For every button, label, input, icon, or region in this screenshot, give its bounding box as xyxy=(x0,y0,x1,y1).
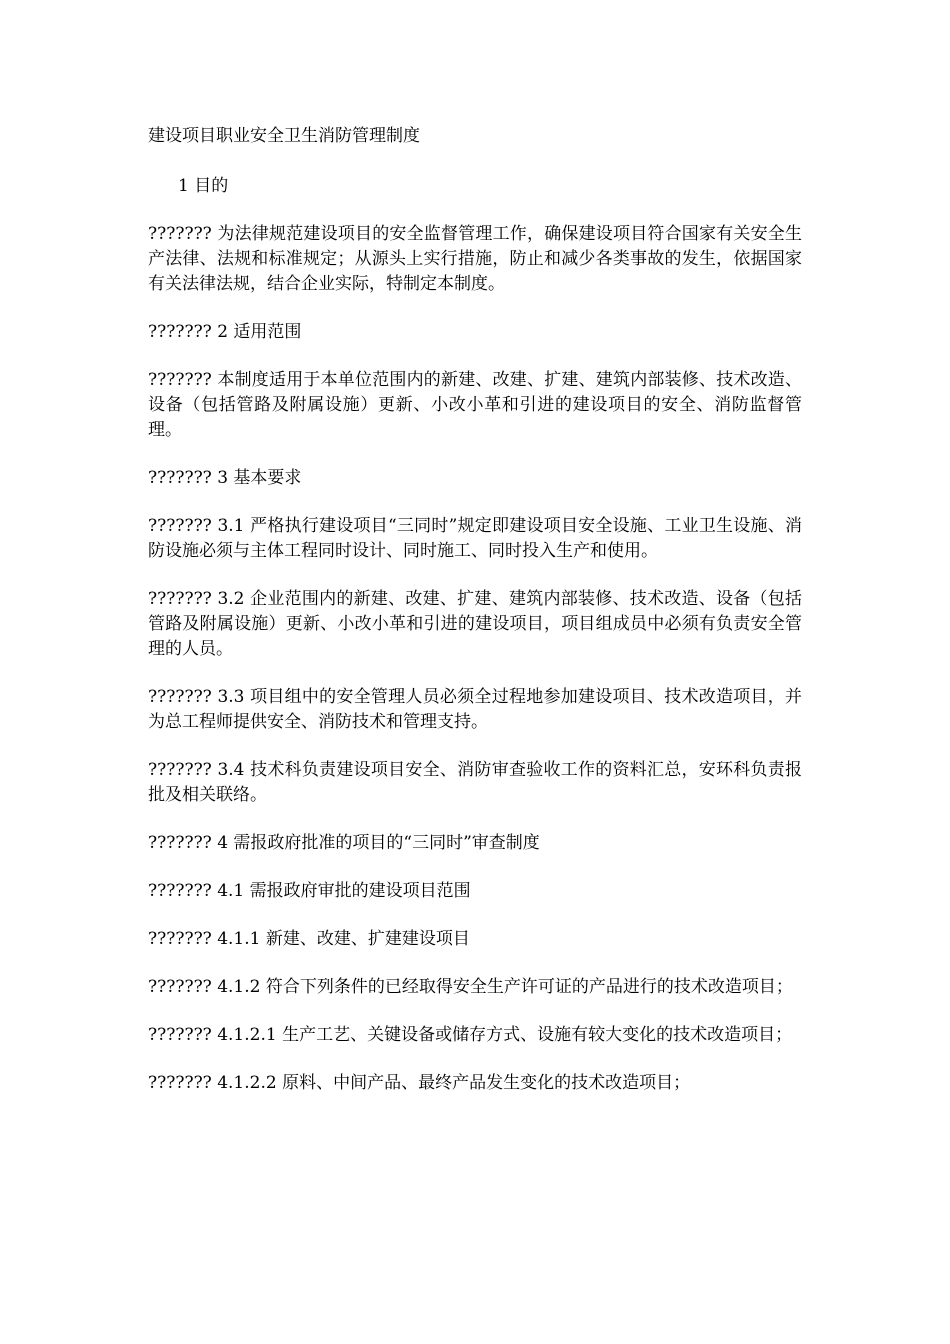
paragraph-4-1-2-1: ??????? 4.1.2.1 生产工艺、关键设备或储存方式、设施有较大变化的技术改造项目； xyxy=(148,1025,793,1045)
paragraph-3-1: ??????? 3.1 严格执行建设项目“三同时”规定即建设项目安全设施、工业卫生设施、消防设施必须与主体工程同时设计、同时施工、同时投入生产和使用。 xyxy=(148,516,802,561)
document-title: 建设项目职业安全卫生消防管理制度 xyxy=(148,126,420,146)
paragraph-4-1-1: ??????? 4.1.1 新建、改建、扩建建设项目 xyxy=(148,929,470,949)
paragraph-4-1: ??????? 4.1 需报政府审批的建设项目范围 xyxy=(148,881,471,901)
paragraph-3-3: ??????? 3.3 项目组中的安全管理人员必须全过程地参加建设项目、技术改造项目，并为总工程师提供安全、消防技术和管理支持。 xyxy=(148,687,802,732)
section-heading-basic-requirements: ??????? 3 基本要求 xyxy=(148,468,302,488)
paragraph-scope: ??????? 本制度适用于本单位范围内的新建、改建、扩建、建筑内部装修、技术改造、设备（包括管路及附属设施）更新、小改小革和引进的建设项目的安全、消防监督管理。 xyxy=(148,370,802,440)
section-heading-scope: ??????? 2 适用范围 xyxy=(148,322,302,342)
document-body xyxy=(148,124,802,1119)
paragraph-3-2: ??????? 3.2 企业范围内的新建、改建、扩建、建筑内部装修、技术改造、设备（包括管路及附属设施）更新、小改小革和引进的建设项目，项目组成员中必须有负责安全管理的人员。 xyxy=(148,589,802,659)
paragraph-4-1-2: ??????? 4.1.2 符合下列条件的已经取得安全生产许可证的产品进行的技术改造项目； xyxy=(148,977,793,997)
paragraph-4-1-2-2: ??????? 4.1.2.2 原料、中间产品、最终产品发生变化的技术改造项目； xyxy=(148,1073,691,1093)
section-heading-purpose: 1 目的 xyxy=(178,176,229,196)
section-heading-4: ??????? 4 需报政府批准的项目的“三同时”审查制度 xyxy=(148,833,540,853)
paragraph-3-4: ??????? 3.4 技术科负责建设项目安全、消防审查验收工作的资料汇总，安环科负责报批及相关联络。 xyxy=(148,760,802,805)
paragraph-purpose: ??????? 为法律规范建设项目的安全监督管理工作，确保建设项目符合国家有关安全生产法律、法规和标准规定；从源头上实行措施，防止和减少各类事故的发生，依据国家有关法律法规，结合企业实际，特制定本制度。 xyxy=(148,224,802,294)
